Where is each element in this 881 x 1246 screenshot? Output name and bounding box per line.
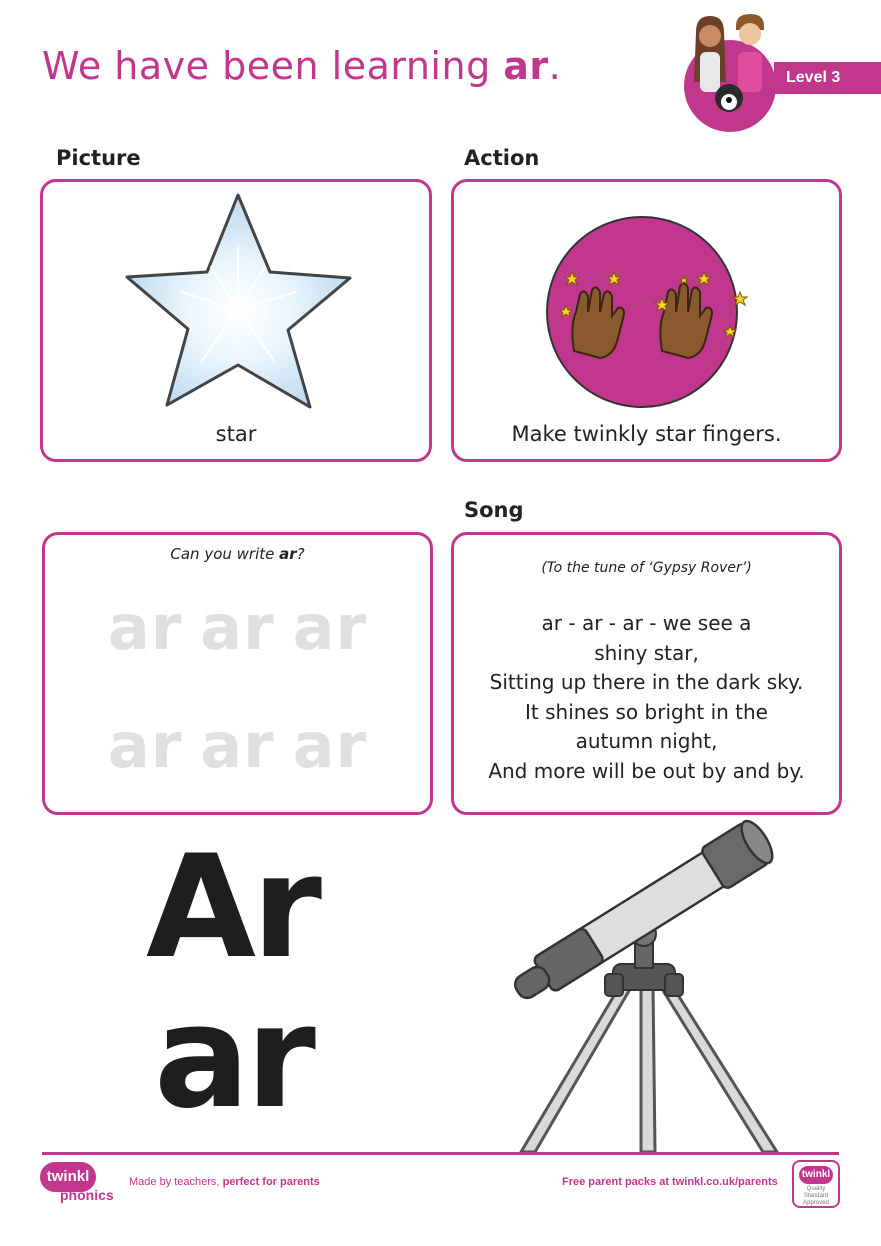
big-letter-upper: Ar (146, 825, 318, 990)
song-card (451, 532, 842, 815)
trace-letters[interactable]: ar (200, 591, 275, 664)
logo-subtitle: phonics (60, 1187, 114, 1203)
seal-text: Quality Standard Approved (803, 1186, 829, 1206)
trace-letters[interactable]: ar (292, 591, 368, 664)
star-icon (125, 192, 355, 412)
parent-packs-link[interactable]: Free parent packs at twinkl.co.uk/parents (562, 1176, 778, 1188)
lyric-line: autumn night, (575, 729, 718, 753)
big-letter-lower: ar (154, 975, 312, 1140)
song-tune: (To the tune of ‘Gypsy Rover’) (541, 560, 752, 576)
seal-brand: twinkl (799, 1166, 833, 1184)
quality-seal (792, 1160, 840, 1208)
action-caption: Make twinkly star fingers. (511, 422, 782, 446)
lyric-line: shiny star, (594, 640, 699, 665)
telescope-icon (495, 802, 795, 1152)
trace-letters[interactable]: ar (292, 709, 368, 782)
picture-caption: star (215, 422, 257, 446)
picture-card (40, 179, 432, 462)
lyric-line: It shines so bright in the (525, 699, 768, 724)
twinkle-fingers-icon (544, 216, 754, 408)
characters-icon (682, 12, 778, 132)
song-lyrics (454, 609, 839, 786)
song-heading: Song (464, 498, 524, 522)
level-badge (682, 12, 881, 127)
lyric-line: And more will be out by and by. (488, 758, 805, 783)
action-heading: Action (464, 146, 540, 170)
trace-letters[interactable]: ar (107, 591, 183, 664)
logo-wordmark: twinkl (40, 1162, 96, 1192)
picture-heading: Picture (56, 146, 141, 170)
writing-card (42, 532, 433, 815)
trace-row (45, 591, 430, 664)
lyric-line: ar - ar - ar - we see a (541, 611, 752, 635)
trace-letters[interactable]: ar (200, 709, 275, 782)
footer-divider (42, 1152, 839, 1155)
level-label: Level 3 (774, 62, 881, 94)
action-card (451, 179, 842, 462)
page-title: We have been learning ar. (42, 44, 562, 88)
made-by-text: Made by teachers, perfect for parents (129, 1176, 320, 1188)
writing-prompt: Can you write ar? (170, 545, 305, 563)
trace-row (45, 709, 430, 782)
twinkl-phonics-logo[interactable] (40, 1160, 114, 1210)
lyric-line: Sitting up there in the dark sky. (489, 670, 804, 694)
trace-letters[interactable]: ar (107, 709, 183, 782)
